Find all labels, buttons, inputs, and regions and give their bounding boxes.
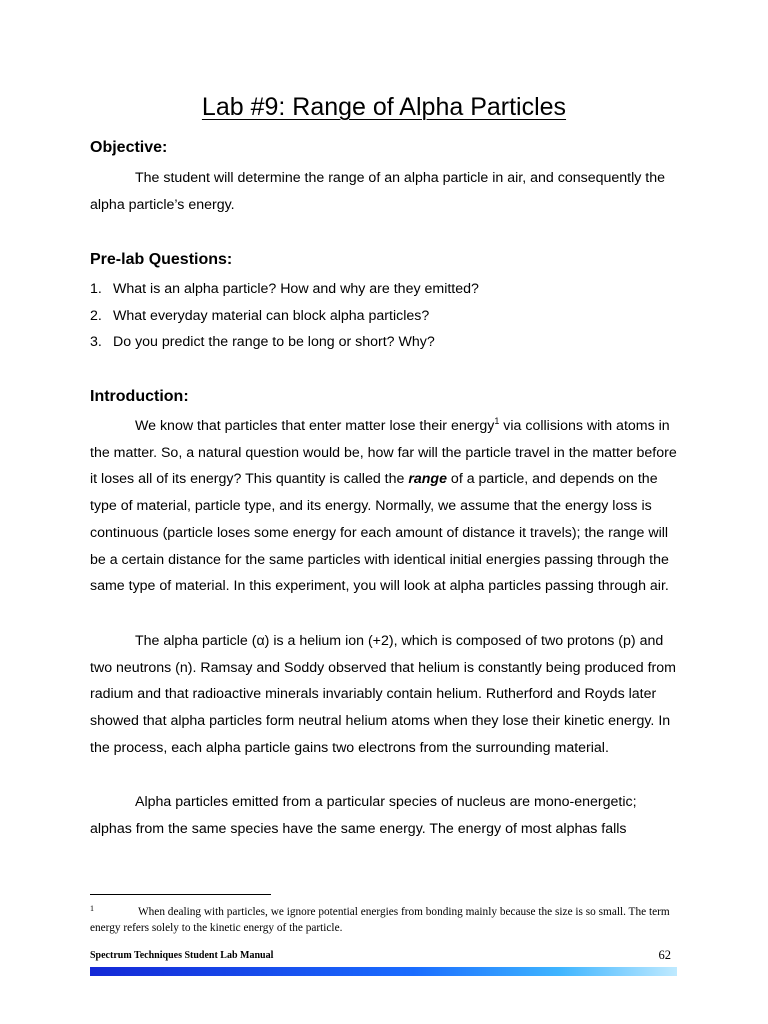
prelab-heading: Pre-lab Questions: bbox=[90, 251, 233, 268]
footer-gradient-bar bbox=[90, 967, 677, 976]
objective-paragraph: The student will determine the range of an alpha particle in air, and consequently the alpha particle’s energy. bbox=[90, 170, 666, 213]
footnote bbox=[90, 901, 682, 936]
footnote-reference: 1 bbox=[494, 416, 500, 426]
objective-heading: Objective: bbox=[90, 139, 168, 156]
footnote-text: When dealing with particles, we ignore potential energies from bonding mainly because the size is so small. The term energy refers solely to the kinetic energy of the particle. bbox=[90, 906, 670, 934]
footer-manual-name: Spectrum Techniques Student Lab Manual bbox=[90, 950, 274, 961]
question-number: 2. bbox=[90, 307, 102, 324]
question-number: 1. bbox=[90, 281, 102, 297]
page-title: Lab #9: Range of Alpha Particles bbox=[201, 93, 567, 121]
prelab-question-list bbox=[90, 276, 680, 356]
intro-paragraph-2: The alpha particle (α) is a helium ion (+2), which is composed of two protons (p) and two neutrons (n). Ramsay and Soddy observed that helium is constantly being produced from radium and that radioactive minerals invariably contain helium. Rutherford and Royds later showed that alpha particles form neutral helium atoms when they lose their kinetic energy. In the process, each alpha particle gains two electrons from the surrounding material. bbox=[90, 633, 676, 756]
introduction-heading: Introduction: bbox=[90, 388, 189, 405]
prelab-question bbox=[90, 329, 680, 356]
intro-p1-part-b: via collisions with atoms in the matter. So, a natural question would be, how far will the particle travel in the matter before it loses all of its energy? This quantity is called the bbox=[90, 418, 677, 488]
prelab-question bbox=[90, 303, 680, 330]
question-text: Do you predict the range to be long or short? Why? bbox=[113, 334, 435, 350]
footnote-separator bbox=[90, 894, 271, 895]
intro-paragraph-1 bbox=[90, 413, 680, 600]
question-number: 3. bbox=[90, 334, 102, 350]
intro-p1-part-c: of a particle, and depends on the type of material, particle type, and its energy. Normally, we assume that the energy loss is continuous (particle loses some energy for each amount of distance it travels); the range will be a certain distance for the same particles with identical initial energies passing through the same type of material. In this experiment, you will look at alpha particles passing through air. bbox=[90, 471, 669, 595]
range-term: range bbox=[408, 471, 447, 488]
footnote-mark: 1 bbox=[90, 904, 94, 913]
question-text: What is an alpha particle? How and why are they emitted? bbox=[113, 281, 479, 297]
prelab-question bbox=[90, 276, 680, 303]
intro-paragraph-3: Alpha particles emitted from a particular species of nucleus are mono-energetic; alphas from the same species have the same energy. The energy of most alphas falls bbox=[90, 794, 637, 837]
page-number: 62 bbox=[658, 948, 671, 962]
question-text: What everyday material can block alpha particles? bbox=[113, 307, 430, 324]
intro-p1-part-a: We know that particles that enter matter lose their energy bbox=[135, 418, 495, 434]
